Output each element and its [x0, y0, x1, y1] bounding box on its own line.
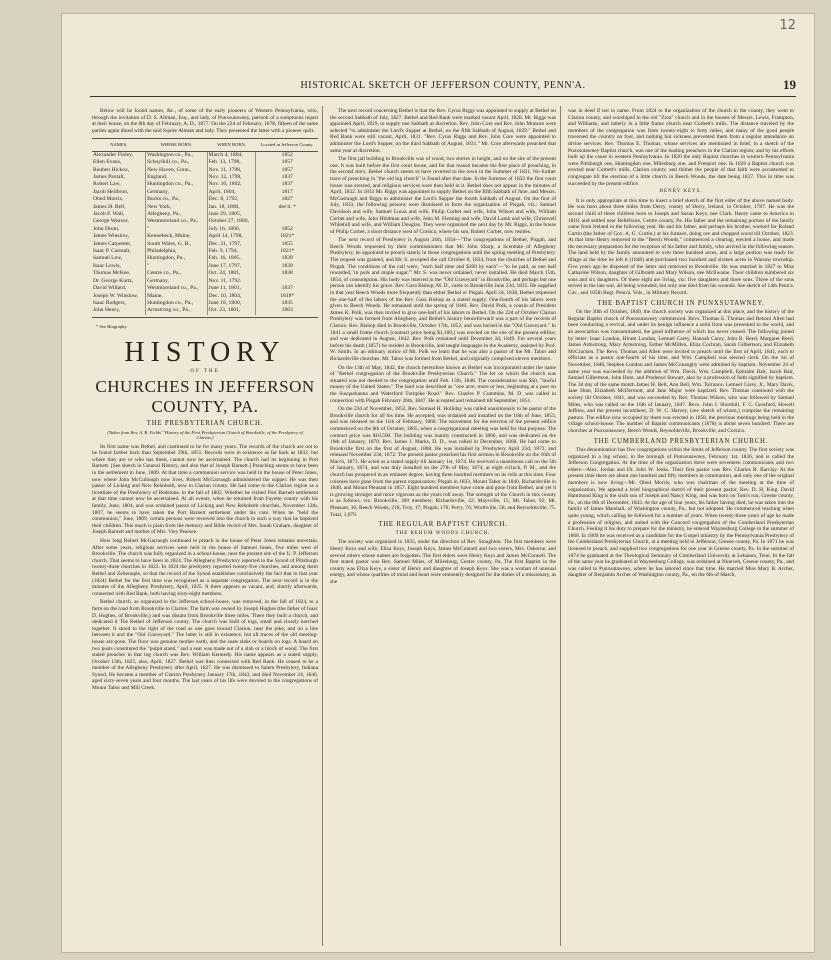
table-cell: James Carpenter,: [92, 241, 146, 248]
table-cell: March 4, 1804,: [207, 151, 256, 159]
table-cell: Westmoreland co., Pa.,: [146, 218, 207, 225]
column-1: [92, 108, 318, 694]
table-cell: 1837: [281, 285, 293, 292]
paragraph: On the 30th of October, 1840, the church society was organized at this place, and the history of the Regular Baptist church of Punxsutawney commenced. Revs. Thomas E. Thomas and Benoni Allen had been conducting a revival, and under its benign influence a solid front was presented to the world, and an association was consummated, the good influence of which has never ceased. The following joined by letter: Isaac London, Hiram London, Lemuel Carey, Hannah Carey, John R. Reed, Margaret Reed, James Armstrong, Mary Armstrong, Esther McMillen, Eliza Cochran, Sarah Gilbertson, and Elizabeth McCracken. The Revs. Thomas and Allen were invited to preach until the first of April, 1841, each to officiate as a pastor one-fourth of his time, and Wm. Campbell was elected clerk. On the 1st of November, 1840, Stephen London and James McConaughy were admitted by baptism. November 24 of same year was succeeded by the addition of Wm. Davis, Wm. Campbell, Ephraim Bair, Jacob Bair, Samuel Gilbertson, John Hunt, and Prudence Stewart, also by a profession of faith signified by baptism. The 3d day of the same month James H. Bell, Ann Bell, Wm. Torrance, Lemuel Carey, Jr., Mary Davis, Jane Hunt, Elizabeth McDermott, and Jane Major were baptized. Rev. Thomas continued with the society till October, 1841, and was succeeded by Rev. Thomas Wilson, who was followed by Samuel Miles, who was called on the 16th of January, 1847. Revs. John J. Shorthill, F. C. Gessford, Howell Jeffries, and the present incumbent, D. W. C. Harvey, (see sketch of whom,) comprise the remaining pastors. The edifice now occupied by them was erected in 1858, the previous meetings being held in the village school-house. The number of Baptist communicants (1878) is about seven hundred. There are churches at Punxsutawney, Beech Woods, Reynoldsville, Brookville, and Corsica.: [568, 309, 794, 434]
table-cell: Dr. George Kurtz,: [92, 278, 146, 285]
table-cell: Maine,: [146, 293, 207, 300]
table-cell: 1839: [281, 262, 293, 269]
table-cell: Westmoreland co., Pa.,: [146, 285, 207, 292]
table-cell: Centre co., Pa.,: [146, 270, 207, 277]
section-heading-punxsutawney-baptist: THE BAPTIST CHURCH IN PUNXSUTAWNEY.: [597, 299, 765, 307]
column-divider: [322, 106, 323, 946]
table-row: [92, 204, 318, 211]
section-heading-cumberland: THE CUMBERLAND PRESBYTERIAN CHURCH.: [593, 437, 769, 445]
paragraph: It is only appropriate at this time to insert a brief sketch of the first elder of the above named body. He was born about three miles from Derry, county of Derry, Ireland, in October, 1787. He was the second child of three children born to Joseph and Susan Keys, nee Clark. Henry came to America in 1818, and settled near Bellefonte, Centre county, Pa. His father and the remaining portion of the family came from Ireland in the following year. He and his father, and perhaps his brother, worked for Roland Curtin (the father of Gov. A. G. Curtin,) at his furnace, doing ore and chopped wood till October, 1823. At that time Henry removed to the "Beech Woods," commenced a clearing, erected a house, and made the necessary preparation for the reception of his father and family, who arrived in the following season. The land held by the family amounted to over three hundred acres, and a large portion was ready for tillage at the time he left it (1848) and purchased two hundred and sixteen acres in Warsaw township. Five years ago he disposed of the latter and removed to Brookville. He was married in 1827 to Miss Catharine Wilson, daughter of Gilbraith and Mary Wilson, nee McIlwaine. Their children numbered six sons and six daughters. Of these eight are living, viz: five daughters and three sons. Three of the sons served in the late war, all being wounded, but only one died from his wounds. See sketch of 14th Penn'a. Cav., and 105th Regt. Penn'a. Vols., in Military Record.: [568, 197, 794, 297]
page-title: HISTORICAL SKETCH OF JEFFERSON COUNTY, PENN'A.: [300, 80, 586, 91]
table-cell: Ellen Evans,: [92, 159, 146, 166]
paragraph: How long Robert McGarraugh continued to preach in the house of Peter Jones remains uncertain. After some years, religious services were held in the house of Samuel Jones, five miles west of Brookville. The church was fully organized in a school-house, near the present site of the U. P. Jefferson church. That seems to have been in 1824. The Allegheny Presbytery reported to the Synod of Pittsburgh twenty-three churches in 1823. In 1824 the presbytery reported twenty-five churches, and among them Bethel and Zelienople, so that the record of the Synod establishes conclusively the fact that in that year (1824) Bethel for the first time was recognized as a separate congregation. The next record is in the minutes of the Allegheny Presbytery, April, 1825. It there appears as vacant, and, shortly afterwards, connected with Red Bank, both having sixty-eight members.: [92, 538, 318, 597]
table-cell: 1855: [281, 240, 293, 247]
table-row: [92, 293, 318, 300]
table-cell: 1821*: [280, 248, 295, 255]
table-cell: Nov. 11, 1798,: [207, 167, 256, 174]
column-3: [568, 108, 794, 581]
column-2: [330, 108, 556, 588]
table-row: [92, 151, 318, 159]
table-cell: 1818*: [280, 292, 295, 299]
history-subtitle: CHURCHES IN JEFFERSON COUNTY, PA.: [95, 376, 315, 416]
table-cell: Jacob F. Wall,: [92, 211, 146, 218]
table-cell: June 17, 1797,: [207, 263, 256, 270]
paragraph: On the 23d of November, 1852, Rev. Samuel H. Holliday was called unanimously to be pastor of the Brookville church for all his time. He accepted, was ordained and installed on the 16th of June, 1853, and was released on the 11th of February, 1868. The movement for the erection of the present edifice commenced on the 8th of October, 1865, when a congregational meeting was held for that purpose. The contract price was $10,500. The building was mainly constructed in 1866, and was dedicated on the 16th of January, 1870. Rev. James J. Marks, D. D., was called in December, 1868. He had come to Brookville first on the first of August, 1868. He was installed by Presbytery April 23d, 1872, and released November 23d, 1872. The present pastor preached his first sermon in Brookville on the 16th of March, 1873. He acted as a stated supply till January 1st, 1874. He received a unanimous call on the 5th of January, 1874, and was duly installed on the 27th of May, 1874, at eight o'clock, P. M., and the church has prospered in an eminent degree, having three hundred members on its rolls at this time. Four colonies have gone from the parent organization: Pisgah in 1833, Mount Tabor in 1840, Richardsville in 1848, and Mount Pleasant in 1857. Eight hundred members have come and gone from Bethel, and yet it is growing stronger and more vigorous as the years roll away. The strength of the Church in this county is as follows, viz: Brookville, 300 members; Richardsville, 42; Maysville, 15; Mt. Tabor, 92; Mt. Pleasant, 36; Beech Woods, 218; Troy, 17; Pisgah, 170; Perry, 76; Worthville, 58; and Reynoldsville, 75. Total, 1,079.: [330, 406, 556, 518]
paragraph: This denomination has five congregations within the limits of Jefferson county. The first society was organized in a log school, in the borough of Punxsutawney, February 1st, 1836, and is called the Jefferson Congregation. At the time of the organization there were seventeen communicants and two elders—Alex. Jordan and Dr. John W. Jenks. Their first pastor was Rev. Charles R. Barclay. At the present time there are about one hundred and fifty members in communion, and only one of the original members is now living—Mr. Obed Morris, who was chairman of the meeting at the time of organization. We append a brief biographical sketch of their present pastor, Rev. D. H. King. David Hammond King is the sixth son of Joseph and Nancy King, and was born on Tom's run, Greene county, Pa., on the 8th of December, 1843. At the age of four years, his father having died, he was taken into the family of James Marshall, of Washington county, Pa., but not adopted. He commenced teaching when quite young, which calling he followed for a number of years. When twenty-three years of age he made a profession of religion, and united with the Concord congregation of the Cumberland Presbyterian Church. Feeling it his duty to prepare for the ministry, he entered Waynesburg College in the summer of 1868. In 1869 he was received as a candidate for the Gospel ministry by the Pennsylvania Presbytery of the Cumberland Presbyterian Church, at a meeting held in Jefferson, Greene county, Pa. In 1871 he was licensed to preach, and supplied two congregations for one year in Greene county, Pa. In the summer of 1874 he graduated at the Theological Seminary of Cumberland University at Lebanon, Tenn. In the fall of the same year he graduated at Waynesburg College, was ordained at Nineveh, Greene county, Pa., and was called to Punxsutawney, where he has labored since that time. He married Miss Mary B. Archer, daughter of Benjamin Archer of Washington county, Pa., on the 6th of March,: [568, 447, 794, 579]
table-cell: April, 1804,: [207, 189, 256, 196]
table-cell: October 27, 1800,: [207, 218, 256, 225]
table-row: [92, 263, 318, 270]
table-rule: [92, 317, 318, 318]
table-header: WHEN BORN.: [207, 139, 256, 151]
table-row: [92, 241, 318, 248]
table-cell: Schuylkill co., Pa.,: [146, 159, 207, 166]
paragraph: On the 13th of May, 1842, the church heretofore known as Bethel was incorporated under the name of "Bethel congregation of the Brookville Presbyterian Church." The lot on which the church was situated was not deeded to the congregation until Feb. 13th, 1848. The consideration was $50, "lawful money of the United States." The land was described as "one acre, more or less, beginning at a post on the Susquehanna and Waterford Turnpike Road." Rev. Charles P. Cummins, M. D. was called in connection with Pisgah February 26th, 1847. He accepted and remained till September, 1851.: [330, 364, 556, 404]
table-cell: Huntingdon, Pa.,: [146, 255, 207, 262]
table-cell: Feb. 13, 1798,: [207, 159, 256, 166]
table-cell: April 14, 1798,: [207, 233, 256, 240]
table-cell: July 16, 1806,: [207, 226, 256, 233]
paragraph: Bethel church, as organized in the Jefferson school-house, was removed, in the fall of 1824, to a farm on the road from Brookville to Clarion. The farm was owned by Joseph Hughes (the father of Isaac D. Hughes, of Brookville,) and was distant from Brookville three miles. There they built a church, and dedicated it The Bethel of Jefferson county. The church was built of logs, small and closely notched together. It stood to the right of the road as one goes toward Clarion, near the pike, and on a line between it and the "Old Graveyard." The latter is still in existence, but all traces of the old meeting-house are gone. The floor was genuine mother earth, and the seats slabs or boards on logs. A board on two posts constituted the "pulpit stand," and a seat was made out of a slab or a block of wood. The first stated preacher in that log church was Rev. William Kennedy. His name appears as a stated supply, October 13th, 1825; also, April, 1827. Bethel was then connected with Red Bank. He ceased to be a member of the Allegheny Presbytery after April, 1827. He was dismissed to Salem Presbytery, Indiana Synod. He became a member of Clarion Presbytery January 17th, 1843, and died November 24, 1846, aged sixty-seven years and four months. The last years of his life were devoted to the congregations of Mount Tabor and Mill Creek.: [92, 599, 318, 692]
table-cell: Dec. 21, 1797,: [207, 241, 256, 248]
history-title: HISTORY: [124, 337, 286, 369]
table-cell: James Winslow,: [92, 233, 146, 240]
table-cell: 1852: [281, 151, 293, 158]
table-cell: [256, 218, 318, 225]
table-cell: Isaac Lewis,: [92, 263, 146, 270]
table-cell: ": [146, 263, 207, 270]
table-cell: 1837: [281, 174, 293, 180]
table-row: [92, 181, 318, 188]
table-row: [92, 278, 318, 285]
table-cell: June 11, 1801,: [207, 285, 256, 292]
table-cell: 1857: [281, 166, 293, 173]
table-row: [92, 189, 318, 196]
paragraph: The society was organized in 1835, under the direction of Rev. Stoughton. The first members were Henry Keys and wife, Eliza Keys, Joseph Keys, James McConnell and two sisters, Mrs. Osborne, and several others whose names are forgotten. The first elders were Henry Keys and James McConnell. The first stated pastor was Rev. Samuel Miles, of Mileshurg, Centre county, Pa. The first Baptist in the county was Eliza Keys, a sister of Henry and daughter of Joseph Keys. She was a woman of unusual energy, and whose qualities of mind and heart were eminently designed for the duties of a missionary, as she: [330, 539, 556, 585]
table-cell: Kennebeck, Maine,: [146, 233, 207, 240]
table-cell: 1838: [281, 270, 293, 277]
table-cell: Dec. 10, 1804,: [207, 293, 256, 300]
table-cell: Joseph W. Winslow,: [92, 293, 146, 300]
table-footnote: * See Biography.: [96, 323, 128, 329]
table-row: [92, 233, 318, 240]
table-cell: Huntingdon co., Pa.,: [146, 181, 207, 188]
paragraph: was in deed if not in name. From 1824 to the organization of the church in the county, they went to Clarion county, and worshiped in the old "Zion" church and in the houses of Messrs. Lewis, Frampton, and Williams, and latterly in a little frame church near Corbett's mills. The distance traveled by the members of the congregation was from twenty-eight to forty miles, and many of the good people traversed the country on foot, and nothing but sickness prevented them from a regular attendance on divine services. Rev. Thomas E. Thomas, whose services are mentioned in brief, in a sketch of the Punxsutawney Baptist church, was one of the leading preachers in the Clarion region; and by his efforts built up the cause in western Pennsylvania. In 1820 the only Baptist churches in western Pennsylvania were Pittsburgh one, Huntingdon one, Milesburg one, and Freeport one. In 1826 a Baptist church was erected near Corbett's mills, Clarion county, and thither the people of that faith were accustomed to congregate till the erection of a little church in Beech Woods, the date being 1837. This in time was succeeded by the present edifice.: [568, 108, 794, 187]
table-cell: New Haven, Conn.,: [146, 167, 207, 174]
page-header: [90, 76, 796, 97]
table-cell: Bucks co., Pa.,: [146, 196, 207, 203]
table-header: Located in Jefferson County.: [256, 139, 318, 151]
section-heading-presbyterian: THE PRESBYTERIAN CHURCH.: [146, 419, 264, 427]
table-row: [92, 248, 318, 255]
table-cell: New York,: [146, 204, 207, 211]
table-cell: Nov. 12, 1798,: [207, 174, 256, 181]
subheading-rehum-woods: THE REHUM WOODS CHURCH.: [395, 530, 491, 536]
table-cell: Isaac P. Carmalt,: [92, 248, 146, 255]
table-cell: Feb. 9, 1794,: [207, 248, 256, 255]
pioneer-table-body: [92, 151, 318, 314]
table-cell: Armstrong co., Pa.,: [146, 307, 207, 314]
table-cell: John Henry,: [92, 307, 146, 314]
subheading-henry-keys: HENRY KEYS.: [659, 189, 703, 195]
table-cell: James H. Bell,: [92, 204, 146, 211]
table-cell: Isaac Rodgers,: [92, 300, 146, 307]
table-cell: 1837: [281, 181, 293, 188]
table-cell: 1821*: [280, 233, 295, 240]
table-cell: [256, 211, 318, 218]
table-cell: [256, 278, 318, 285]
document-page: [62, 14, 814, 952]
table-header: WHERE BORN.: [146, 139, 207, 151]
paragraph: The first jail building in Brookville was of wood, two stories in height, and on the site of the present one. It was built before the first court house, and for that reason became the first place of preaching, in the second story. Bethel church seems to have reverted to the town in the Summer of 1831. No further trace of preaching in "the old log church" is found after that date. In the Summer of 1832 the first court house was erected, and religious services were then held in it. Bethel does not appear in the minutes of April, 1832. In 1833 Mr. Riggs was appointed to supply Bethel on the fifth Sabbath of June, and Messrs. McGarraugh and Riggs to administer the Lord's Supper the fourth Sabbath of August. On the first of July, 1833, the following persons were dismissed to form the organization of Pisgah, viz.: Samuel Davidson and wife, Samuel Lucas and wife, Philip Corbet and wife, John Wilson and wife, William Corbet and wife, John Hindman and wife, John M. Fleming and wife, David Lamb and wife, Christwell Whitehill and wife, and William Douglas. They were organized the next day by Mr. Riggs, in the house of Philip Corbet, a short distance west of Corsica, where his son, Robert Corbet, now resides.: [330, 156, 556, 235]
pioneer-table: [92, 138, 318, 314]
table-cell: Huntingdon co., Pa.,: [146, 300, 207, 307]
table-row: [92, 270, 318, 277]
source-note: [Taken from Rev. A. B. Fields' "History of the First Presbyterian Church of Brookville, of the Presbytery of Clarion.]: [107, 429, 303, 441]
table-row: [92, 211, 318, 218]
table-cell: George Weaver,: [92, 218, 146, 225]
table-row: [92, 159, 318, 166]
table-row: [92, 167, 318, 174]
table-cell: 1827: [281, 196, 293, 203]
table-header: NAMES.: [92, 139, 146, 151]
table-cell: Jan. 18, 1800,: [207, 204, 256, 211]
table-cell: Robert Law,: [92, 181, 146, 188]
table-cell: June 29, 1805,: [207, 211, 256, 218]
table-cell: Jacob Heilbrun,: [92, 189, 146, 196]
table-cell: England,: [146, 174, 207, 181]
table-cell: Nov. 11, 1792.: [207, 278, 256, 285]
section-heading-regular-baptist: THE REGULAR BAPTIST CHURCH.: [378, 521, 508, 529]
table-cell: James Paxtall,: [92, 174, 146, 181]
table-cell: 1857: [281, 159, 293, 166]
column-divider: [560, 106, 561, 946]
table-row: [92, 196, 318, 203]
table-cell: Thomas McKee,: [92, 270, 146, 277]
table-cell: 1852: [281, 225, 293, 232]
table-cell: Allegheny, Pa.,: [146, 211, 207, 218]
table-row: [92, 307, 318, 314]
table-row: [92, 174, 318, 181]
table-cell: June 18, 1800,: [207, 300, 256, 307]
table-cell: 1817: [281, 188, 293, 195]
table-cell: David Willard,: [92, 285, 146, 292]
paragraph: Its first name was Bethel, and continued to be for many years. The records of the church are not to be found farther back than September 29th, 1851. Records were in existence as far back as 1832, but where they are or who has them, cannot now be ascertained. The church had its beginning in Port Barnett. [See sketch in General History, and also that of Joseph Barnett.] Preaching seems to have been in the settlement in June, 1809. At that time a communion service was held in the house of Peter Jones, now where John McCullough now lives. Robert McGarraugh administered the supper. He was then pastor of Licking and New Rehoboth, now in Clarion county. He had come to the Clarion region as a licentiate of the Presbytery of Redstone, in the fall of 1802. Whether he visited Port Barnett settlement at that time cannot now be ascertained. At all events, when he returned from Fayette county with his family, June, 1804, and was ordained pastor of Licking and New Rehoboth churches, November 12th, 1807, he seems to have taken the Port Barnett settlement under his care. When he "held the communion," June, 1809, certain persons were received into the church in such a way that he baptized their children. This much is plain from the memory and Bible record of Mrs. Sarah Graham, daughter of Joseph Barnett and mother of Mrs. Viey Pearsee.: [92, 443, 318, 536]
page-number: 19: [783, 77, 796, 92]
table-cell: Germany,: [146, 278, 207, 285]
table-cell: Nov. 10, 1802,: [207, 181, 256, 188]
table-cell: Samuel Lew,: [92, 255, 146, 262]
table-row: [92, 255, 318, 262]
table-cell: South Wales, G. B.,: [146, 241, 207, 248]
table-cell: Obed Morris,: [92, 196, 146, 203]
table-cell: John Drum,: [92, 226, 146, 233]
table-cell: Oct. 24, 1801,: [207, 270, 256, 277]
history-of: OF THE: [190, 369, 220, 375]
table-cell: Alexander Finley,: [92, 151, 146, 159]
table-cell: 1863: [281, 307, 293, 314]
table-row: [92, 226, 318, 233]
table-cell: Reuben Hickox,: [92, 167, 146, 174]
table-cell: Philadelphia,: [146, 248, 207, 255]
table-row: [92, 300, 318, 307]
table-cell: dec'd. *: [278, 203, 296, 210]
paragraph: The next record of Presbytery is August 24th, 1834—"The congregations of Bethel, Pisgah, and Beech Woods requested by their commissioners that Mr. John Sharp, a licentiate of Allegheny Presbytery, be appointed to preach stately in those congregations until the spring meeting of Presbytery. The request was granted, and Mr. S. accepted the call October 8, 1834, from the churches of Bethel and Pisgah. The conditions of the call were, "each half time and $200 by each"—"to be paid, as one half rewarded, 'in pork and maple sugar.'" Mr. S. was never ordained, never installed. He died March 15th, 1854, of consumption. His body was interred in the "Old Graveyard" in Brookville, and perhaps but one person can identify his grave. Rev. Gara Bishop, M. D., came to Brookville June 23d, 1835. He supplied in that year Beech Woods more frequently than either Bethel or Pisgah. April 2d, 1838, Bethel requested the one-half of the labors of the Rev. Gara Bishop as a stated supply. One-fourth of his labors were given to Beech Woods. He remained until the spring of 1840. Rev. David Polk, a cousin of President James K. Polk, was then invited to give one-half of his labors to Bethel. On the 22d of October Clarion Presbytery was formed from Allegheny, and Bethel's history henceforward was a part of the records of Clarion. Rev. Bishop died in Brookville, October 17th, 1852, and was buried in the "Old Graveyard." In 1841 a small frame church (contract price being $1,100,) was erected on the site of the present edifice, and was dedicated in August, 1842. Rev. Polk remained until December 2d, 1849. For several years before his death (1857) he resided in Brookville, and taught languages in the Academy, assisted by Prof. W. Smith. In an obituary notice of Mr. Polk we learn that he was also a pastor of the Mt. Tabor and Richardsville churches. Mt. Tabor was formed from Bethel, and originally comprised eleven members.: [330, 237, 556, 362]
table-cell: Washington co., Pa.,: [146, 151, 207, 159]
table-cell: Feb. 16, 1805,: [207, 255, 256, 262]
table-cell: Oct. 23, 1801,: [207, 307, 256, 314]
table-cell: ": [146, 226, 207, 233]
table-cell: 1839: [281, 255, 293, 262]
table-cell: Germany,: [146, 189, 207, 196]
corner-mark: 12: [779, 18, 796, 33]
table-cell: 1835: [281, 299, 293, 306]
table-cell: Dec. 8, 1792,: [207, 196, 256, 203]
table-row: [92, 285, 318, 292]
pioneer-intro: Below will be found names, &c., of some of the early pioneers of Western Pennsylvania, who, through the invitation of D. S. Altman, Esq., and lady, of Punxsutawney, partook of a sumptuous repast at their house, on the 8th day of February, A. D., 1877. On the 22d of February, 1878, fifteen of the same parties again dined with the said Squire Altman and lady. They presented the latter with a pioneer quilt.: [92, 108, 318, 134]
paragraph: The next record concerning Bethel is that the Rev. Cyrus Riggs was appointed to supply at Bethel on the second Sabbath of July, 1827. Bethel and Red Bank were marked vacant April, 1828. Mr. Riggs was appointed April, 1829, to supply one Sabbath at discretion. Rev. John Core and Rev. John Munson were selected "to administer the Lord's Supper at Bethel, on the fifth Sabbath of August, 1829." Bethel and Red Bank were still vacant, April, 1831. "Rev. Cyrus Riggs and Rev. John Core were appointed to administer the Lord's Supper, on the third Sabbath of August, 1831." Mr. Core afterwards preached that same year at discretion.: [330, 108, 556, 154]
table-row: [92, 218, 318, 225]
